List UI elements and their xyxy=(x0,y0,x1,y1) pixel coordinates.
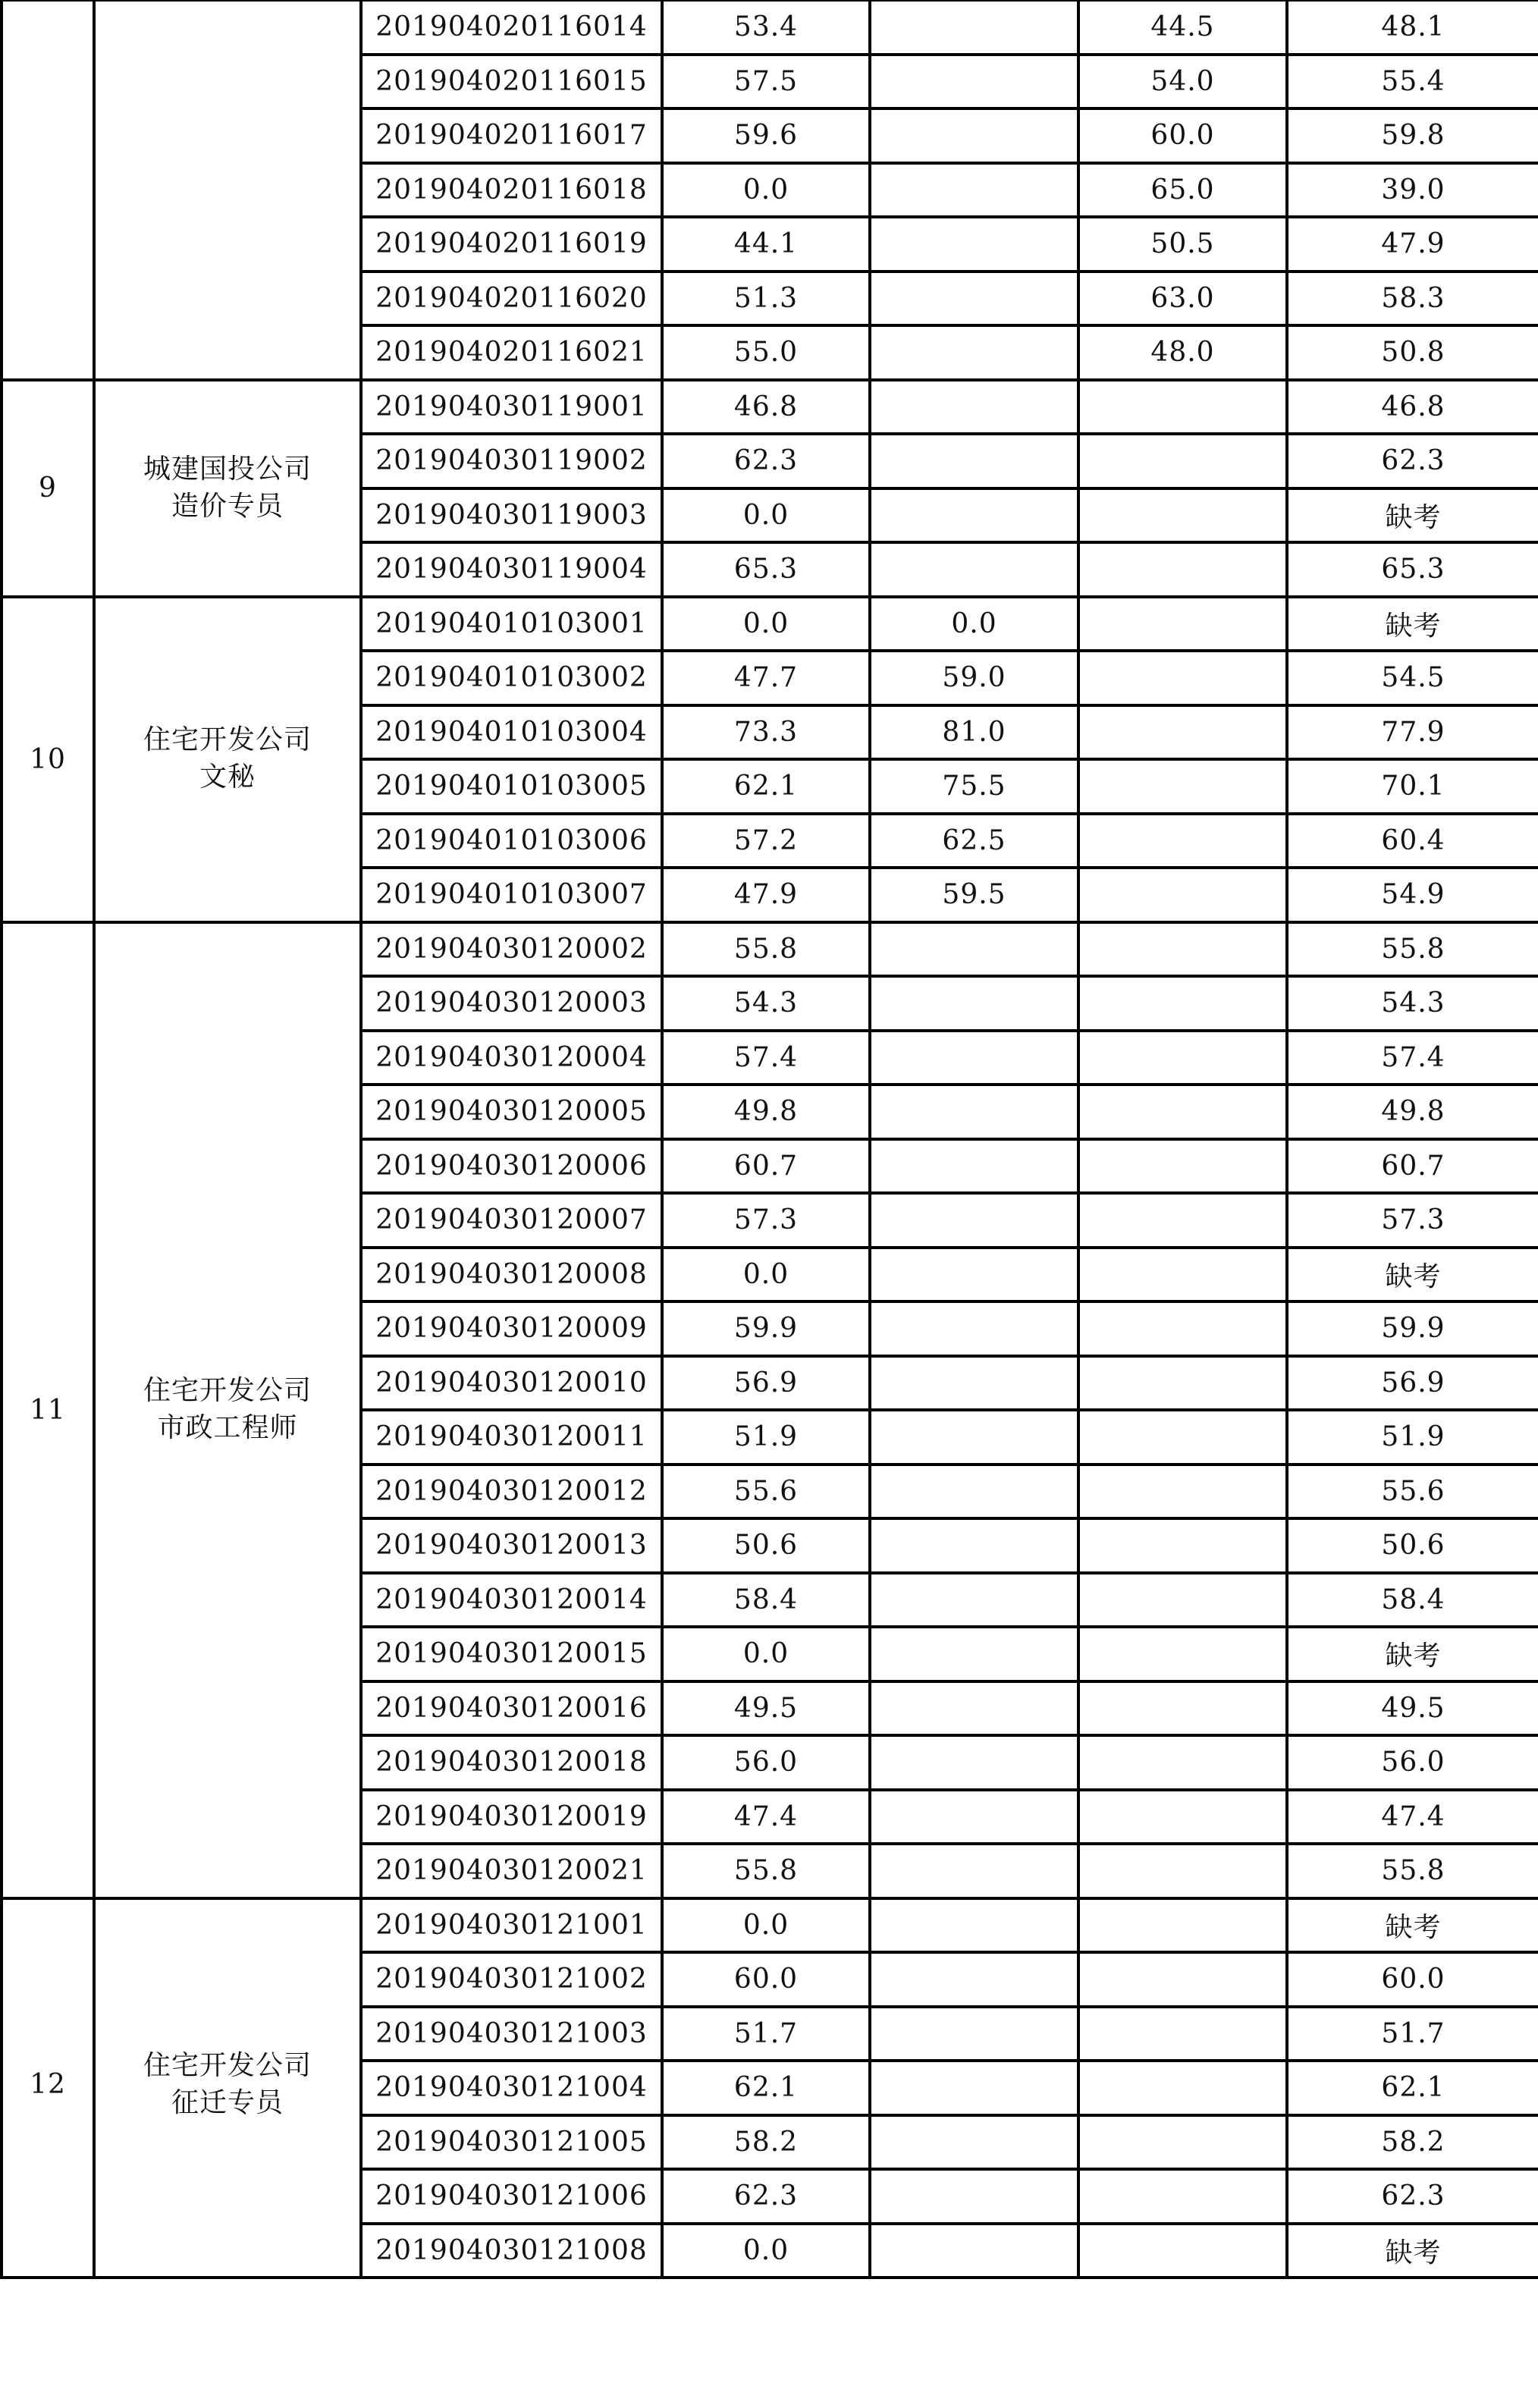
score2-cell xyxy=(870,217,1078,272)
score3-cell xyxy=(1078,2115,1287,2170)
total-score-cell: 58.2 xyxy=(1287,2115,1538,2170)
table-row xyxy=(2,1898,1538,1953)
candidate-id-cell: 201904010103004 xyxy=(361,705,662,760)
total-score-cell: 60.0 xyxy=(1287,1952,1538,2007)
score3-cell: 44.5 xyxy=(1078,0,1287,55)
score3-cell xyxy=(1078,705,1287,760)
score1-cell: 55.8 xyxy=(662,922,870,977)
score1-cell: 65.3 xyxy=(662,542,870,597)
score3-cell xyxy=(1078,1735,1287,1790)
score2-cell xyxy=(870,0,1078,55)
total-score-cell: 70.1 xyxy=(1287,759,1538,814)
score1-cell: 0.0 xyxy=(662,1898,870,1953)
candidate-id-cell: 201904030120018 xyxy=(361,1735,662,1790)
score3-cell xyxy=(1078,434,1287,488)
candidate-id-cell: 201904020116015 xyxy=(361,55,662,109)
candidate-id-cell: 201904030120009 xyxy=(361,1301,662,1356)
score3-cell xyxy=(1078,2007,1287,2061)
score2-cell xyxy=(870,1952,1078,2007)
candidate-id-cell: 201904030121006 xyxy=(361,2169,662,2224)
score2-cell xyxy=(870,1573,1078,1628)
score1-cell: 49.5 xyxy=(662,1681,870,1736)
score3-cell xyxy=(1078,1193,1287,1248)
score1-cell: 56.0 xyxy=(662,1735,870,1790)
score3-cell xyxy=(1078,597,1287,651)
score1-cell: 59.6 xyxy=(662,108,870,163)
score2-cell xyxy=(870,1681,1078,1736)
score2-cell xyxy=(870,1790,1078,1844)
candidate-id-cell: 201904020116021 xyxy=(361,325,662,380)
score2-cell xyxy=(870,434,1078,488)
score1-cell: 73.3 xyxy=(662,705,870,760)
position-name-cell xyxy=(94,922,361,1898)
score3-cell xyxy=(1078,2224,1287,2278)
total-score-cell: 缺考 xyxy=(1287,1898,1538,1953)
score2-cell xyxy=(870,922,1078,977)
score1-cell: 47.9 xyxy=(662,868,870,922)
group-number-cell: 12 xyxy=(2,1898,94,2278)
score1-cell: 55.6 xyxy=(662,1465,870,1519)
total-score-cell: 62.3 xyxy=(1287,2169,1538,2224)
score1-cell: 0.0 xyxy=(662,2224,870,2278)
total-score-cell: 缺考 xyxy=(1287,597,1538,651)
score3-cell xyxy=(1078,976,1287,1031)
score2-cell xyxy=(870,55,1078,109)
score3-cell xyxy=(1078,1031,1287,1085)
candidate-id-cell: 201904010103001 xyxy=(361,597,662,651)
score2-cell xyxy=(870,1898,1078,1953)
score1-cell: 47.4 xyxy=(662,1790,870,1844)
score1-cell: 57.4 xyxy=(662,1031,870,1085)
score2-cell xyxy=(870,272,1078,326)
total-score-cell: 50.6 xyxy=(1287,1518,1538,1573)
total-score-cell: 54.3 xyxy=(1287,976,1538,1031)
score1-cell: 0.0 xyxy=(662,1627,870,1681)
candidate-id-cell: 201904030120010 xyxy=(361,1356,662,1411)
score2-cell xyxy=(870,325,1078,380)
candidate-id-cell: 201904010103002 xyxy=(361,651,662,705)
score1-cell: 55.8 xyxy=(662,1844,870,1898)
score2-cell xyxy=(870,1248,1078,1302)
candidate-id-cell: 201904030120012 xyxy=(361,1465,662,1519)
score1-cell: 54.3 xyxy=(662,976,870,1031)
score1-cell: 62.3 xyxy=(662,434,870,488)
score1-cell: 55.0 xyxy=(662,325,870,380)
candidate-id-cell: 201904030120015 xyxy=(361,1627,662,1681)
score1-cell: 0.0 xyxy=(662,597,870,651)
total-score-cell: 缺考 xyxy=(1287,488,1538,543)
score3-cell xyxy=(1078,488,1287,543)
candidate-id-cell: 201904030120002 xyxy=(361,922,662,977)
total-score-cell: 缺考 xyxy=(1287,1248,1538,1302)
candidate-id-cell: 201904030119001 xyxy=(361,380,662,435)
score2-cell xyxy=(870,976,1078,1031)
score1-cell: 58.4 xyxy=(662,1573,870,1628)
score2-cell xyxy=(870,108,1078,163)
total-score-cell: 54.9 xyxy=(1287,868,1538,922)
total-score-cell: 39.0 xyxy=(1287,163,1538,218)
group-number-cell xyxy=(2,0,94,380)
candidate-id-cell: 201904030121005 xyxy=(361,2115,662,2170)
total-score-cell: 77.9 xyxy=(1287,705,1538,760)
score1-cell: 56.9 xyxy=(662,1356,870,1411)
score1-cell: 0.0 xyxy=(662,1248,870,1302)
score3-cell: 65.0 xyxy=(1078,163,1287,218)
score2-cell xyxy=(870,1627,1078,1681)
score1-cell: 57.5 xyxy=(662,55,870,109)
score-table-body xyxy=(2,0,1538,2278)
score3-cell xyxy=(1078,1844,1287,1898)
score2-cell xyxy=(870,542,1078,597)
table-row xyxy=(2,922,1538,977)
score1-cell: 53.4 xyxy=(662,0,870,55)
score3-cell xyxy=(1078,2061,1287,2115)
total-score-cell: 缺考 xyxy=(1287,1627,1538,1681)
candidate-id-cell: 201904030120013 xyxy=(361,1518,662,1573)
score2-cell xyxy=(870,1465,1078,1519)
score3-cell: 54.0 xyxy=(1078,55,1287,109)
score1-cell: 50.6 xyxy=(662,1518,870,1573)
total-score-cell: 58.3 xyxy=(1287,272,1538,326)
total-score-cell: 47.4 xyxy=(1287,1790,1538,1844)
score3-cell xyxy=(1078,1465,1287,1519)
score2-cell xyxy=(870,1844,1078,1898)
score1-cell: 57.3 xyxy=(662,1193,870,1248)
total-score-cell: 56.0 xyxy=(1287,1735,1538,1790)
total-score-cell: 49.8 xyxy=(1287,1085,1538,1139)
total-score-cell: 46.8 xyxy=(1287,380,1538,435)
candidate-id-cell: 201904020116018 xyxy=(361,163,662,218)
score2-cell xyxy=(870,1139,1078,1194)
score1-cell: 60.0 xyxy=(662,1952,870,2007)
score2-cell: 81.0 xyxy=(870,705,1078,760)
total-score-cell: 65.3 xyxy=(1287,542,1538,597)
score2-cell: 0.0 xyxy=(870,597,1078,651)
candidate-id-cell: 201904030121001 xyxy=(361,1898,662,1953)
total-score-cell: 59.8 xyxy=(1287,108,1538,163)
total-score-cell: 49.5 xyxy=(1287,1681,1538,1736)
score3-cell xyxy=(1078,1139,1287,1194)
score1-cell: 62.1 xyxy=(662,759,870,814)
total-score-cell: 48.1 xyxy=(1287,0,1538,55)
score3-cell xyxy=(1078,1952,1287,2007)
table-row xyxy=(2,0,1538,55)
total-score-cell: 57.4 xyxy=(1287,1031,1538,1085)
score3-cell xyxy=(1078,1790,1287,1844)
total-score-cell: 58.4 xyxy=(1287,1573,1538,1628)
candidate-id-cell: 201904020116019 xyxy=(361,217,662,272)
total-score-cell: 55.8 xyxy=(1287,1844,1538,1898)
position-name-line: 市政工程师 xyxy=(157,1412,298,1443)
total-score-cell: 62.1 xyxy=(1287,2061,1538,2115)
score3-cell: 60.0 xyxy=(1078,108,1287,163)
score2-cell: 59.0 xyxy=(870,651,1078,705)
score1-cell: 59.9 xyxy=(662,1301,870,1356)
score3-cell xyxy=(1078,2169,1287,2224)
total-score-cell: 51.7 xyxy=(1287,2007,1538,2061)
score1-cell: 44.1 xyxy=(662,217,870,272)
score3-cell xyxy=(1078,1301,1287,1356)
position-name-line: 住宅开发公司 xyxy=(143,724,312,756)
total-score-cell: 59.9 xyxy=(1287,1301,1538,1356)
score2-cell xyxy=(870,1301,1078,1356)
total-score-cell: 54.5 xyxy=(1287,651,1538,705)
position-name-cell xyxy=(94,380,361,597)
score2-cell xyxy=(870,2007,1078,2061)
candidate-id-cell: 201904030121004 xyxy=(361,2061,662,2115)
score2-cell xyxy=(870,2115,1078,2170)
total-score-cell: 60.4 xyxy=(1287,814,1538,868)
candidate-id-cell: 201904030120019 xyxy=(361,1790,662,1844)
position-name-line: 征迁专员 xyxy=(171,2086,284,2118)
group-number-cell: 11 xyxy=(2,922,94,1898)
score2-cell xyxy=(870,1193,1078,1248)
score2-cell xyxy=(870,380,1078,435)
total-score-cell: 51.9 xyxy=(1287,1410,1538,1465)
score1-cell: 47.7 xyxy=(662,651,870,705)
score2-cell xyxy=(870,2224,1078,2278)
total-score-cell: 50.8 xyxy=(1287,325,1538,380)
position-name-cell xyxy=(94,597,361,922)
total-score-cell: 55.4 xyxy=(1287,55,1538,109)
candidate-id-cell: 201904030121008 xyxy=(361,2224,662,2278)
candidate-id-cell: 201904030119003 xyxy=(361,488,662,543)
candidate-id-cell: 201904020116020 xyxy=(361,272,662,326)
table-row xyxy=(2,380,1538,435)
score3-cell xyxy=(1078,380,1287,435)
score1-cell: 62.1 xyxy=(662,2061,870,2115)
candidate-id-cell: 201904030120011 xyxy=(361,1410,662,1465)
candidate-id-cell: 201904030120014 xyxy=(361,1573,662,1628)
candidate-id-cell: 201904030120021 xyxy=(361,1844,662,1898)
candidate-id-cell: 201904030120003 xyxy=(361,976,662,1031)
candidate-id-cell: 201904030119002 xyxy=(361,434,662,488)
score3-cell xyxy=(1078,1248,1287,1302)
total-score-cell: 62.3 xyxy=(1287,434,1538,488)
score1-cell: 0.0 xyxy=(662,488,870,543)
position-name-cell xyxy=(94,0,361,380)
score1-cell: 60.7 xyxy=(662,1139,870,1194)
score3-cell xyxy=(1078,1573,1287,1628)
total-score-cell: 47.9 xyxy=(1287,217,1538,272)
candidate-id-cell: 201904020116017 xyxy=(361,108,662,163)
table-row xyxy=(2,597,1538,651)
candidate-id-cell: 201904010103006 xyxy=(361,814,662,868)
score2-cell xyxy=(870,2061,1078,2115)
candidate-id-cell: 201904030121002 xyxy=(361,1952,662,2007)
score2-cell xyxy=(870,163,1078,218)
total-score-cell: 57.3 xyxy=(1287,1193,1538,1248)
total-score-cell: 55.8 xyxy=(1287,922,1538,977)
candidate-id-cell: 201904030120007 xyxy=(361,1193,662,1248)
score2-cell: 62.5 xyxy=(870,814,1078,868)
score3-cell xyxy=(1078,1518,1287,1573)
score3-cell: 48.0 xyxy=(1078,325,1287,380)
score2-cell xyxy=(870,1518,1078,1573)
score1-cell: 57.2 xyxy=(662,814,870,868)
candidate-id-cell: 201904030119004 xyxy=(361,542,662,597)
position-name-line: 文秘 xyxy=(199,761,256,793)
score1-cell: 46.8 xyxy=(662,380,870,435)
group-number-cell: 10 xyxy=(2,597,94,922)
position-name-line: 住宅开发公司 xyxy=(143,1375,312,1407)
score1-cell: 51.3 xyxy=(662,272,870,326)
score1-cell: 49.8 xyxy=(662,1085,870,1139)
candidate-id-cell: 201904030120008 xyxy=(361,1248,662,1302)
candidate-id-cell: 201904030120016 xyxy=(361,1681,662,1736)
score2-cell xyxy=(870,2169,1078,2224)
score3-cell xyxy=(1078,542,1287,597)
score3-cell xyxy=(1078,1898,1287,1953)
score3-cell xyxy=(1078,922,1287,977)
score3-cell: 50.5 xyxy=(1078,217,1287,272)
score3-cell xyxy=(1078,1356,1287,1411)
score3-cell xyxy=(1078,1627,1287,1681)
group-number-cell: 9 xyxy=(2,380,94,597)
score1-cell: 51.9 xyxy=(662,1410,870,1465)
position-name-line: 住宅开发公司 xyxy=(143,2050,312,2082)
position-name-line: 造价专员 xyxy=(171,490,284,522)
score3-cell xyxy=(1078,868,1287,922)
score3-cell xyxy=(1078,1085,1287,1139)
score3-cell xyxy=(1078,651,1287,705)
score3-cell xyxy=(1078,1681,1287,1736)
candidate-id-cell: 201904010103005 xyxy=(361,759,662,814)
position-name-line: 城建国投公司 xyxy=(143,453,312,485)
score2-cell xyxy=(870,1735,1078,1790)
candidate-id-cell: 201904030121003 xyxy=(361,2007,662,2061)
score1-cell: 0.0 xyxy=(662,163,870,218)
total-score-cell: 55.6 xyxy=(1287,1465,1538,1519)
position-name-cell xyxy=(94,1898,361,2278)
score2-cell xyxy=(870,1356,1078,1411)
candidate-id-cell: 201904020116014 xyxy=(361,0,662,55)
total-score-cell: 60.7 xyxy=(1287,1139,1538,1194)
score2-cell xyxy=(870,1085,1078,1139)
score1-cell: 62.3 xyxy=(662,2169,870,2224)
total-score-cell: 缺考 xyxy=(1287,2224,1538,2278)
candidate-id-cell: 201904010103007 xyxy=(361,868,662,922)
score2-cell xyxy=(870,1031,1078,1085)
score3-cell xyxy=(1078,759,1287,814)
score3-cell xyxy=(1078,1410,1287,1465)
score2-cell: 59.5 xyxy=(870,868,1078,922)
score2-cell: 75.5 xyxy=(870,759,1078,814)
score3-cell xyxy=(1078,814,1287,868)
score3-cell: 63.0 xyxy=(1078,272,1287,326)
candidate-id-cell: 201904030120004 xyxy=(361,1031,662,1085)
score1-cell: 58.2 xyxy=(662,2115,870,2170)
score2-cell xyxy=(870,488,1078,543)
score2-cell xyxy=(870,1410,1078,1465)
total-score-cell: 56.9 xyxy=(1287,1356,1538,1411)
score1-cell: 51.7 xyxy=(662,2007,870,2061)
candidate-id-cell: 201904030120005 xyxy=(361,1085,662,1139)
candidate-id-cell: 201904030120006 xyxy=(361,1139,662,1194)
